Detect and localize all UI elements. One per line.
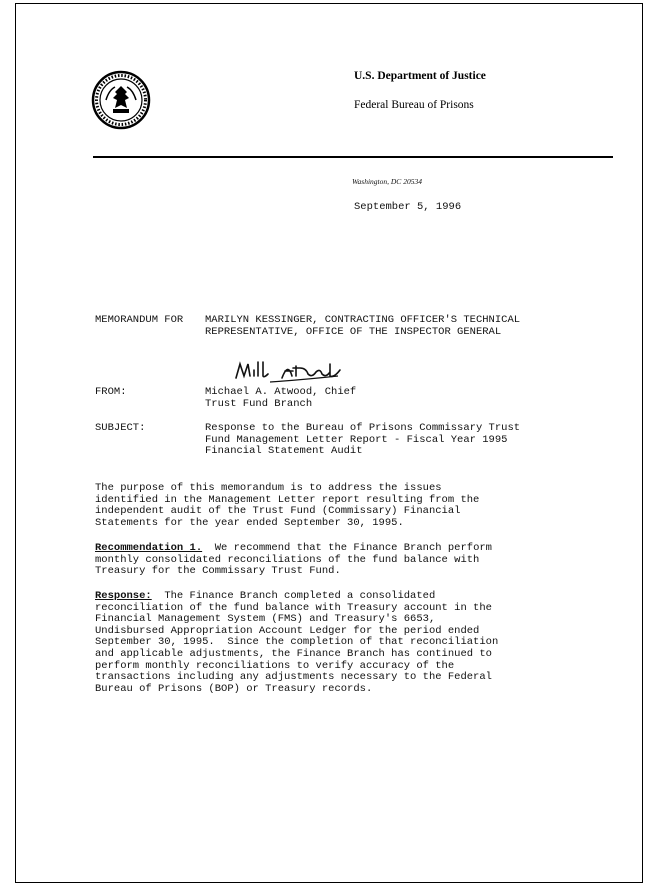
from-value [205, 387, 356, 410]
purpose-paragraph: The purpose of this memorandum is to address the issues identified in the Management Letter report resulting from the independent audit of the Trust Fund (Commissary) Financial Statements for the year ended September 30, 1995. [95, 482, 480, 529]
response-heading: Response: [95, 590, 152, 602]
recommendation-heading: Recommendation 1. [95, 542, 203, 554]
recipient-line-2: REPRESENTATIVE, OFFICE OF THE INSPECTOR GENERAL [205, 325, 502, 338]
subject-line-1: Response to the Bureau of Prisons Commissary Trust [205, 422, 521, 434]
sender-unit: Trust Fund Branch [205, 397, 313, 410]
subject-line-2: Fund Management Letter Report - Fiscal Year 1995 [205, 433, 508, 446]
recipient-line-1: MARILYN KESSINGER, CONTRACTING OFFICER'S TECHNICAL [205, 314, 521, 326]
memo-date: September 5, 1996 [354, 201, 462, 213]
letterhead-location: Washington, DC 20534 [352, 177, 422, 186]
subject-line-3: Financial Statement Audit [205, 445, 363, 458]
sender-name: Michael A. Atwood, Chief [205, 386, 357, 398]
doj-seal-icon [91, 70, 151, 130]
response-paragraph [95, 591, 565, 695]
bureau-name: Federal Bureau of Prisons [354, 99, 474, 111]
signature-image [230, 358, 345, 388]
from-label: FROM: [95, 386, 127, 398]
subject-label: SUBJECT: [95, 422, 146, 434]
letterhead-divider [93, 156, 613, 158]
agency-name: U.S. Department of Justice [354, 70, 486, 82]
subject-value [205, 423, 520, 458]
recommendation-text: We recommend that the Finance Branch perform monthly consolidated reconciliations of the fund balance with Treasury for the Commissary Trust Fund. [95, 542, 492, 578]
response-text: The Finance Branch completed a consolidated reconciliation of the fund balance with Treasury account in the Financial Management System (FMS) and Treasury's 6653, Undisbursed Appropriation Account Ledger for the period ended September 30, 1995. Since the completion of that reconciliation and applicable adjustments, the Finance Branch has continued to perform monthly reconciliations to verify accuracy of the transactions including any adjustments necessary to the Federal Bureau of Prisons (BOP) or Treasury records. [95, 590, 499, 695]
memo-recipient [205, 315, 520, 338]
memo-for-label: MEMORANDUM FOR [95, 314, 184, 326]
recommendation-paragraph [95, 543, 565, 578]
